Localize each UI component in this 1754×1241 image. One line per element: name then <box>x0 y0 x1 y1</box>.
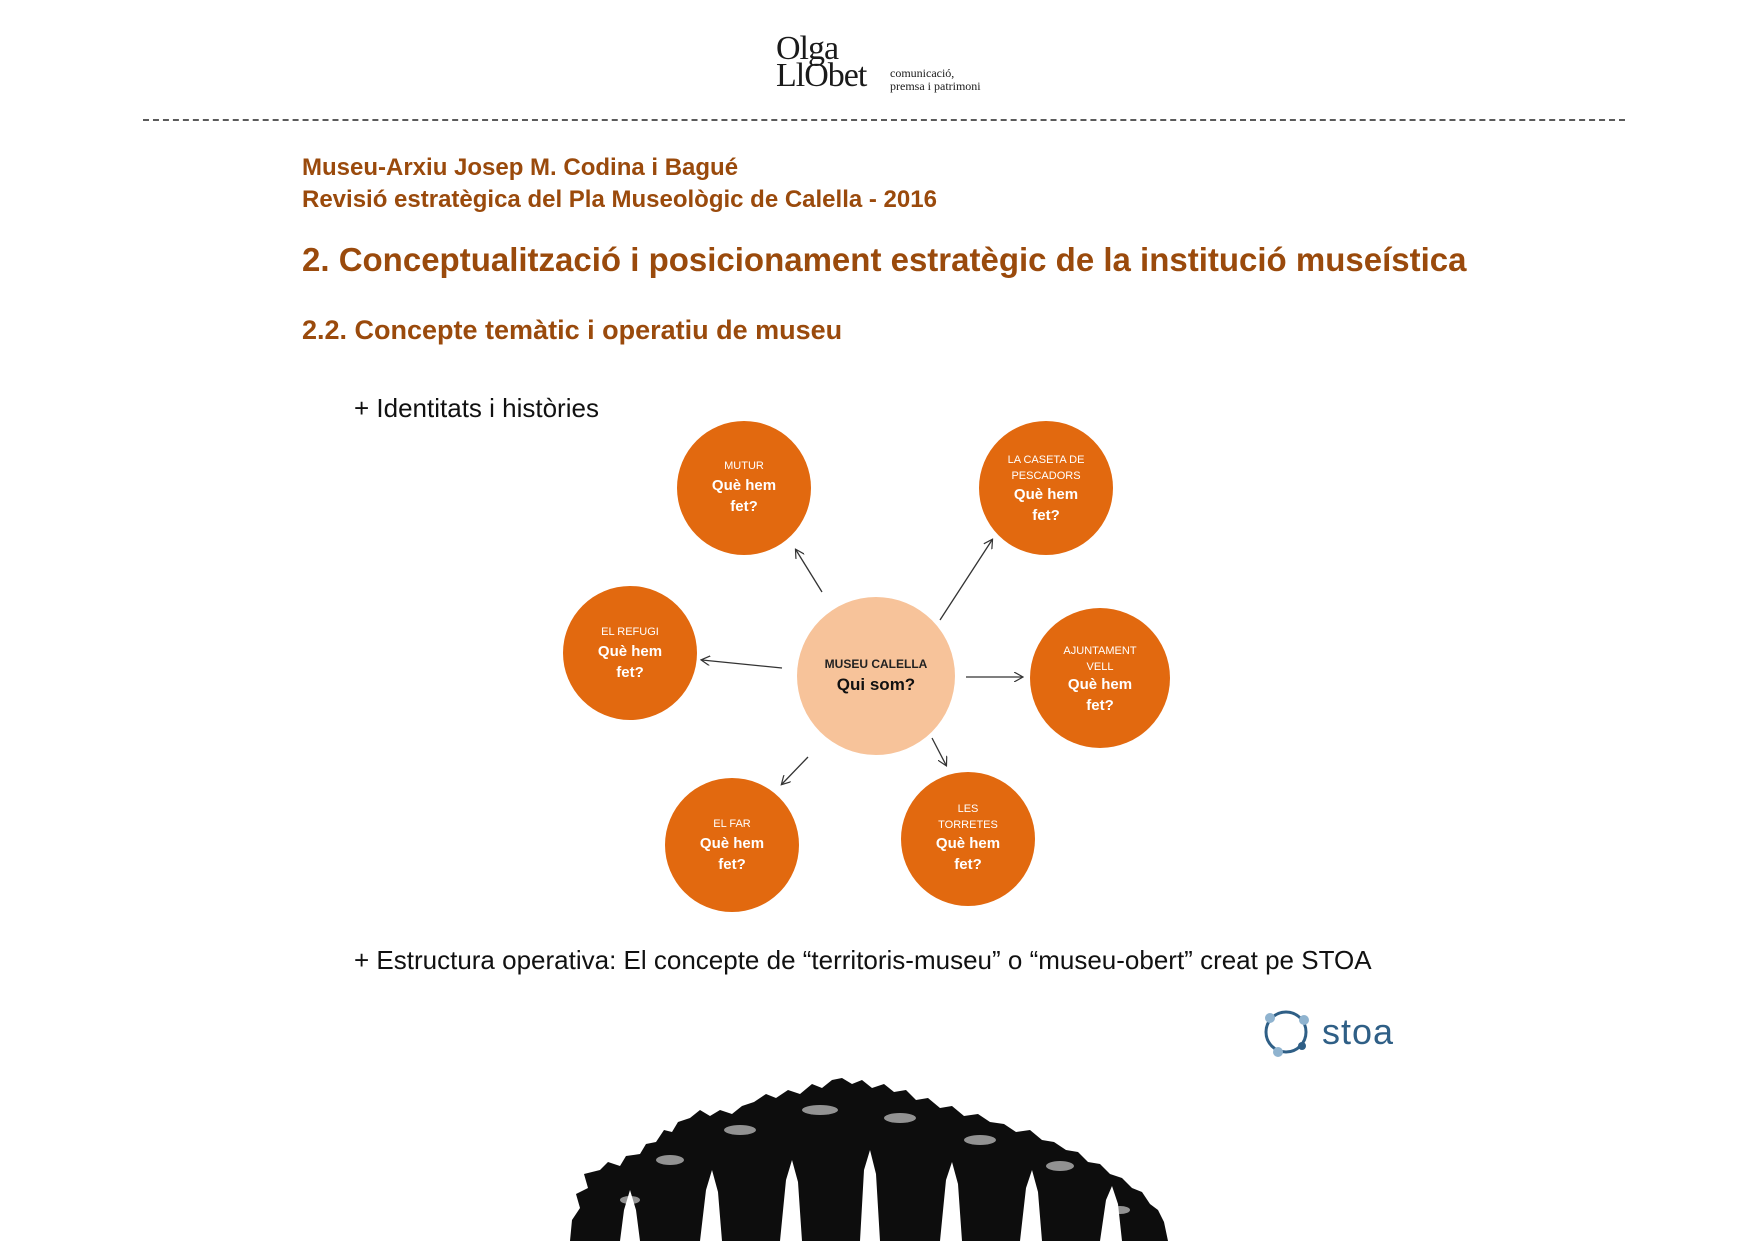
node-ajuntament-label: VELL <box>1086 661 1114 673</box>
subsection-title: 2.2. Concepte temàtic i operatiu de museu <box>302 315 843 345</box>
node-ajuntament-label: AJUNTAMENT <box>1063 645 1137 657</box>
logo-line-olga: Olga <box>776 30 839 67</box>
arrow-to-caseta <box>940 540 992 620</box>
node-torretes-question: fet? <box>954 856 982 873</box>
node-mutur-question: fet? <box>730 498 758 515</box>
node-refugi-label: EL REFUGI <box>601 626 659 638</box>
node-caseta-question: fet? <box>1032 507 1060 524</box>
bullet-estructura: + Estructura operativa: El concepte de “territoris-museu” o “museu-obert” creat pe STOA <box>354 945 1372 975</box>
section-title: 2. Conceptualització i posicionament estratègic de la institució museística <box>302 241 1467 278</box>
logo-line-llobet: LlObet <box>776 57 867 94</box>
node-refugi-question: fet? <box>616 664 644 681</box>
center-node-question: Qui som? <box>836 675 916 694</box>
stoa-logo <box>1258 1002 1408 1062</box>
node-caseta-question: Què hem <box>1013 486 1079 503</box>
node-refugi-question: Què hem <box>597 643 663 660</box>
arrow-to-mutur <box>796 550 822 592</box>
node-ajuntament-question: Què hem <box>1067 676 1133 693</box>
node-caseta-label: LA CASETA DE <box>1007 454 1085 466</box>
node-far-question: Què hem <box>699 835 765 852</box>
trees-silhouette-illustration <box>560 1070 1200 1241</box>
center-node-label: MUSEU CALELLA <box>824 657 928 671</box>
bullet-identitats: + Identitats i històries <box>354 393 599 423</box>
node-torretes-label: LES <box>957 803 979 815</box>
node-torretes-label: TORRETES <box>938 819 998 831</box>
header-revision-title: Revisió estratègica del Pla Museològic de Calella - 2016 <box>302 186 937 213</box>
arrow-to-far <box>782 757 808 784</box>
logo-tagline-line: comunicació, <box>890 66 955 80</box>
arrow-to-torretes <box>932 738 946 765</box>
node-far-question: fet? <box>718 856 746 873</box>
logo-tagline-line: premsa i patrimoni <box>890 79 981 93</box>
node-mutur-label: MUTUR <box>724 460 764 472</box>
node-torretes-question: Què hem <box>935 835 1001 852</box>
node-mutur-question: Què hem <box>711 477 777 494</box>
arrow-to-refugi <box>702 660 782 668</box>
stoa-emblem-icon <box>1258 1002 1318 1062</box>
stoa-wordmark: stoa <box>1322 1011 1395 1052</box>
header-museum-name: Museu-Arxiu Josep M. Codina i Bagué <box>302 154 739 181</box>
node-far-label: EL FAR <box>713 818 751 830</box>
node-caseta-label: PESCADORS <box>1011 470 1081 482</box>
node-ajuntament-question: fet? <box>1086 697 1114 714</box>
